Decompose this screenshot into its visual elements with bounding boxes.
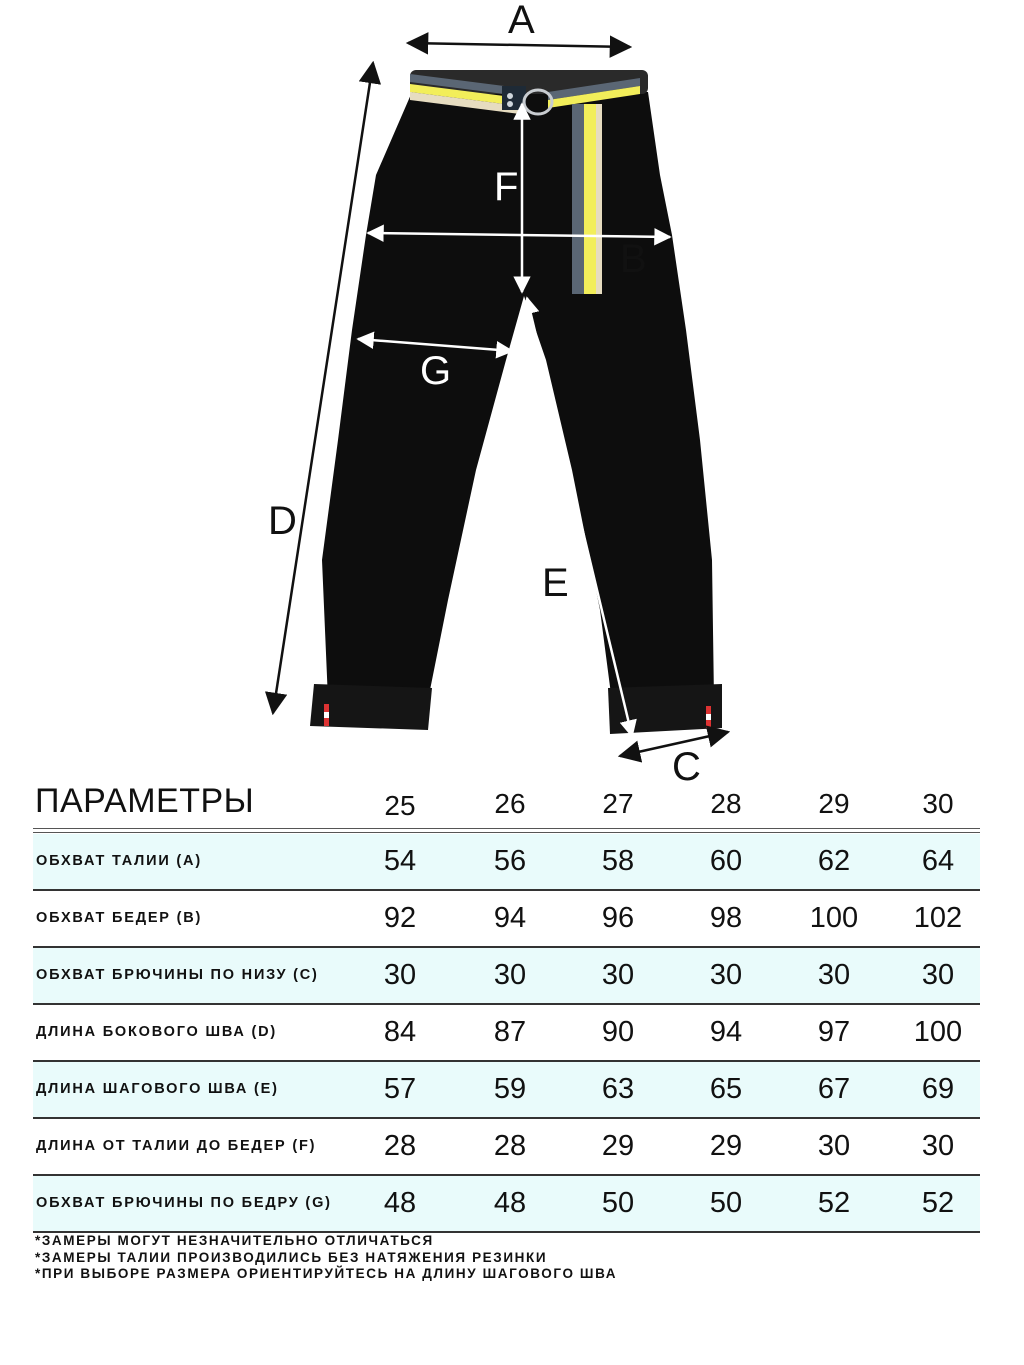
size-table [33, 778, 980, 1233]
cell: 48 [383, 1187, 417, 1219]
size-27: 27 [602, 788, 634, 819]
cell: 30 [921, 1130, 955, 1162]
size-30: 30 [922, 788, 954, 819]
cell: 90 [601, 1016, 635, 1048]
label-a: A [508, 0, 535, 42]
belt-rivet [507, 93, 513, 99]
cell: 64 [921, 845, 955, 877]
label-b: B [620, 237, 647, 281]
size-29: 29 [818, 788, 850, 819]
belt-rivet-2 [507, 101, 513, 107]
row-label: ДЛИНА ОТ ТАЛИИ ДО БЕДЕР (F) [36, 1138, 317, 1154]
table-row [33, 1062, 980, 1119]
row-label: ОБХВАТ БРЮЧИНЫ ПО НИЗУ (C) [36, 967, 319, 983]
cell: 67 [817, 1073, 851, 1105]
table-title: ПАРАМЕТРЫ [35, 782, 255, 820]
cell: 28 [493, 1130, 527, 1162]
cell: 65 [709, 1073, 743, 1105]
cell: 50 [601, 1187, 635, 1219]
cell: 30 [383, 959, 417, 991]
belt-tail-grey [572, 104, 584, 294]
cell: 30 [493, 959, 527, 991]
table-row [33, 1176, 980, 1233]
cell: 60 [709, 845, 743, 877]
cell: 30 [709, 959, 743, 991]
arrow-a [408, 43, 630, 47]
table-header [33, 778, 980, 828]
row-label: ОБХВАТ БРЮЧИНЫ ПО БЕДРУ (G) [36, 1195, 332, 1211]
size-25: 25 [384, 790, 416, 821]
table-row [33, 1119, 980, 1176]
left-cuff-tab-stripe [324, 712, 329, 718]
header-divider [33, 828, 980, 833]
label-g: G [420, 349, 452, 393]
cell: 52 [921, 1187, 955, 1219]
cell: 87 [493, 1016, 527, 1048]
size-26: 26 [494, 788, 526, 819]
cell: 96 [601, 902, 635, 934]
cell: 98 [709, 902, 743, 934]
label-e: E [542, 561, 569, 605]
cell: 100 [913, 1016, 963, 1048]
footnote: *ЗАМЕРЫ МОГУТ НЕЗНАЧИТЕЛЬНО ОТЛИЧАТЬСЯ [35, 1233, 434, 1248]
belt-tail-beige [596, 104, 602, 294]
cell: 30 [817, 1130, 851, 1162]
table-row [33, 834, 980, 891]
row-label: ДЛИНА ШАГОВОГО ШВА (E) [36, 1081, 279, 1097]
size-28: 28 [710, 788, 742, 819]
cell: 97 [817, 1016, 851, 1048]
cell: 57 [383, 1073, 417, 1105]
row-label: ОБХВАТ ТАЛИИ (А) [36, 853, 202, 869]
footnote: *ПРИ ВЫБОРЕ РАЗМЕРА ОРИЕНТИРУЙТЕСЬ НА ДЛИНУ ШАГОВОГО ШВА [35, 1266, 618, 1281]
cell: 59 [493, 1073, 527, 1105]
cell: 102 [913, 902, 963, 934]
cell: 50 [709, 1187, 743, 1219]
cell: 63 [601, 1073, 635, 1105]
cell: 94 [709, 1016, 743, 1048]
label-f: F [494, 165, 519, 209]
belt-tail-yellow [584, 104, 596, 294]
cell: 58 [601, 845, 635, 877]
row-label: ДЛИНА БОКОВОГО ШВА (D) [36, 1024, 277, 1040]
cell: 69 [921, 1073, 955, 1105]
footnotes [35, 1233, 617, 1283]
cell: 84 [383, 1016, 417, 1048]
cell: 29 [709, 1130, 743, 1162]
right-cuff-tab-stripe [706, 714, 711, 720]
table-row [33, 948, 980, 1005]
cell: 30 [921, 959, 955, 991]
cell: 100 [809, 902, 859, 934]
table-row [33, 891, 980, 948]
cell: 30 [817, 959, 851, 991]
cell: 52 [817, 1187, 851, 1219]
label-d: D [268, 499, 297, 543]
cell: 54 [383, 845, 417, 877]
cell: 48 [493, 1187, 527, 1219]
row-label: ОБХВАТ БЕДЕР (B) [36, 910, 203, 926]
cell: 28 [383, 1130, 417, 1162]
footnote: *ЗАМЕРЫ ТАЛИИ ПРОИЗВОДИЛИСЬ БЕЗ НАТЯЖЕНИЯ РЕЗИНКИ [35, 1249, 548, 1265]
cell: 56 [493, 845, 527, 877]
cell: 94 [493, 902, 527, 934]
cell: 30 [601, 959, 635, 991]
cell: 92 [383, 902, 417, 934]
label-c: C [672, 745, 701, 789]
table-row [33, 1005, 980, 1062]
cell: 62 [817, 845, 851, 877]
cell: 29 [601, 1130, 635, 1162]
